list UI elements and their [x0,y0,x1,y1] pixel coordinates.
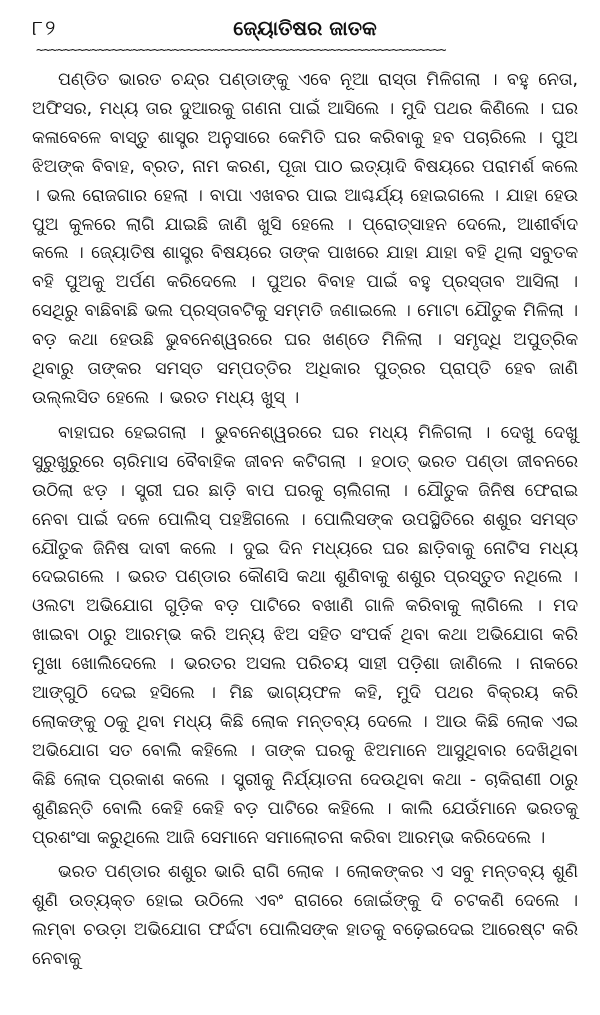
paragraph-3: ଭରତ ପଣ୍ଡାର ଶଶୁର ଭାରି ରାଗି ଲୋକ । ଲୋକଙ୍କର ଏ ସବୁ ମନ୍ତବ୍ୟ ଶୁଣି ଶୁଣି ଉତ୍ୟକ୍ତ ହୋଇ ଉଠିଲେ ଏବଂ ରାଗରେ ଜୋଇଁଙ୍କୁ ଦି ଚଟକଣି ଦେଲେ । ଲମ୍ବା ଚଉଡ଼ା ଅଭିଯୋଗ ଫର୍ଦ୍ଦଟା ପୋଲିସଙ୍କ ହାତକୁ ବଢ଼େଇଦେଇ ଆରେଷ୍ଟ କରି ନେବାକୁ [32,862,578,970]
running-title: ଜ୍ୟୋତିଷର ଜାତକ [233,16,377,40]
page-number: ୮୨ [32,16,58,40]
decorative-tilde-rule: ~~~~~~~~~~~~~~~~~~~~~~~~~~~~~~~~~~~~~~~~~~~~~~~~~~~~~~~~~~~~ [36,44,446,58]
paragraph-1: ପଣ୍ଡିତ ଭାରତ ଚନ୍ଦ୍ର ପଣ୍ଡାଙ୍କୁ ଏବେ ନୂଆ ରାସ୍ତା ମିଳିଗଲା । ବହୁ ନେତା, ଅଫିସର, ମଧ୍ୟ ତାର ଦୁଆରକୁ ଗଣନା ପାଇଁ ଆସିଲେ । ମୁଦି ପଥର କିଣିଲେ । ଘର କଳାବେଳେ ବାସ୍ତୁ ଶାସ୍ତ୍ର ଅନୁସାରେ କେମିତି ଘର କରିବାକୁ ହବ ପଚାରିଲେ । ପୁଅ ଝିଅଙ୍କ ବିବାହ, ବ୍ରତ, ନାମ କରଣ, ପୂଜା ପାଠ ଇତ୍ୟାଦି ବିଷୟରେ ପରାମର୍ଶ କଲେ । ଭଲ ରୋଜଗାର ହେଲା । ବାପା ଏଖବର ପାଇ ଆଶ୍ଚର୍ଯ୍ୟ ହୋଇଗଲେ । ଯାହା ହେଉ ପୁଅ କୁଳରେ ଲାଗି ଯାଇଛି ଜାଣି ଖୁସି ହେଲେ । ପ୍ରୋତ୍ସାହନ ଦେଲେ, ଆଶୀର୍ବାଦ କଲେ । ଜ୍ୟୋତିଷ ଶାସ୍ତ୍ର ବିଷୟରେ ତାଙ୍କ ପାଖରେ ଯାହା ଯାହା ବହି ଥିଲା ସବୁତକ ବହି ପୁଅକୁ ଅର୍ପଣ କରିଦେଲେ । ପୁଅର ବିବାହ ପାଇଁ ବହୁ ପ୍ରସ୍ତାବ ଆସିଲା । ସେଥିରୁ ବାଛିବାଛି ଭଲ ପ୍ରସ୍ତାବଟିକୁ ସମ୍ମତି ଜଣାଇଲେ । ମୋଟା ଯୌତୁକ ମିଳିଲା । ବଡ଼ କଥା ହେଉଛି ଭୁବନେଶ୍ୱରରେ ଘର ଖଣ୍ଡେ ମିଳିଲା । ସମୃଦ୍ଧି ଅପୁତ୍ରିକ ଥିବାରୁ ତାଙ୍କର ସମସ୍ତ ସମ୍ପତ୍ତିର ଅଧିକାର ପୁତ୍ରର ପ୍ରାପ୍ତି ହେବ ଜାଣି ଉଲ୍ଲସିତ ହେଲେ । ଭରତ ମଧ୍ୟ ଖୁସ୍ । [32,70,578,408]
body-text [32,66,578,974]
paragraph-2: ବାହାଘର ହେଇଗଲା । ଭୁବନେଶ୍ୱରରେ ଘର ମଧ୍ୟ ମିଳିଗଲା । ଦେଖୁ ଦେଖୁ ସୁରୁଖୁରୁରେ ଚାରିମାସ ବୈବାହିକ ଜୀବନ କଟିଗଲା । ହଠାତ୍ ଭରତ ପଣ୍ଡା ଜୀବନରେ ଉଠିଲା ଝଡ଼ । ସ୍ତ୍ରୀ ଘର ଛାଡ଼ି ବାପ ଘରକୁ ଚାଲିଗଲା । ଯୌତୁକ ଜିନିଷ ଫେରାଇ ନେବା ପାଇଁ ଦଳେ ପୋଲିସ୍ ପହଞ୍ଚିଗଲେ । ପୋଲିସଙ୍କ ଉପସ୍ଥିତିରେ ଶଶୁର ସମସ୍ତ ଯୌତୁକ ଜିନିଷ ଦାବୀ କଲେ । ଦୁଇ ଦିନ ମଧ୍ୟରେ ଘର ଛାଡ଼ିବାକୁ ନୋଟିସ ମଧ୍ୟ ଦେଇଗଲେ । ଭରତ ପଣ୍ଡାର କୌଣସି କଥା ଶୁଣିବାକୁ ଶଶୁର ପ୍ରସ୍ତୁତ ନଥିଲେ । ଓଲଟା ଅଭିଯୋଗ ଗୁଡ଼ିକ ବଡ଼ ପାଟିରେ ବଖାଣି ଗାଳି କରିବାକୁ ଲାଗିଲେ । ମଦ ଖାଇବା ଠାରୁ ଆରମ୍ଭ କରି ଅନ୍ୟ ଝିଅ ସହିତ ସଂପର୍କ ଥିବା କଥା ଅଭିଯୋଗ କରି ମୁଖା ଖୋଲିଦେଲେ । ଭରତର ଅସଲ ପରିଚୟ ସାହୀ ପଡ଼ିଶା ଜାଣିଲେ । ନାକରେ ଆଙ୍ଗୁଠି ଦେଇ ହସିଲେ । ମିଛ ଭାଗ୍ୟଫଳ କହି, ମୁଦି ପଥର ବିକ୍ରୟ କରି ଲୋକଙ୍କୁ ଠକୁ ଥିବା ମଧ୍ୟ କିଛି ଲୋକ ମନ୍ତବ୍ୟ ଦେଲେ । ଆଉ କିଛି ଲୋକ ଏଇ ଅଭିଯୋଗ ସତ ବୋଲି କହିଲେ । ତାଙ୍କ ଘରକୁ ଝିଅମାନେ ଆସୁଥିବାର ଦେଖିଥିବା କିଛି ଲୋକ ପ୍ରକାଶ କଲେ । ସ୍ତ୍ରୀକୁ ନିର୍ଯ୍ୟାତନା ଦେଉଥିବା କଥା - ଚାକିରାଣୀ ଠାରୁ ଶୁଣିଛନ୍ତି ବୋଲି କେହି କେହି ବଡ଼ ପାଟିରେ କହିଲେ । କାଲି ଯେଉଁମାନେ ଭରତକୁ ପ୍ରଶଂସା କରୁଥିଲେ ଆଜି ସେମାନେ ସମାଲୋଚନା କରିବା ଆରମ୍ଭ କରିଦେଲେ । [32,422,578,848]
running-header [32,14,578,44]
